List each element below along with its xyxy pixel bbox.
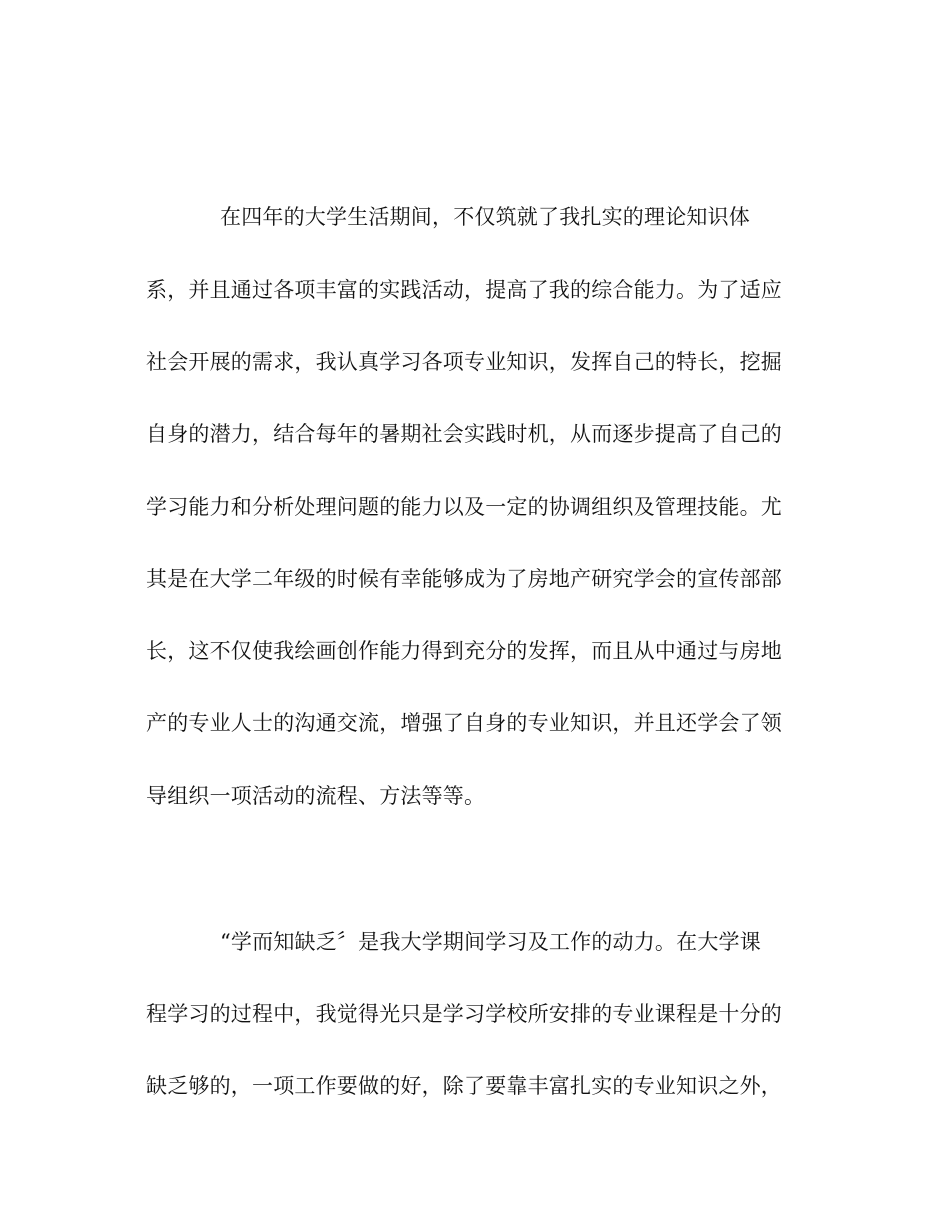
text-line: 导组织一项活动的流程、方法等等。 <box>146 784 486 808</box>
text-line: 学习能力和分析处理问题的能力以及一定的协调组织及管理技能。尤 <box>146 495 782 519</box>
text-line: 程学习的过程中，我觉得光只是学习学校所安排的专业课程是十分的 <box>146 1002 782 1026</box>
text-line: 其是在大学二年级的时候有幸能够成为了房地产研究学会的宣传部部 <box>146 567 782 591</box>
text-line: 长，这不仅使我绘画创作能力得到充分的发挥，而且从中通过与房地 <box>146 639 782 663</box>
text-line: 社会开展的需求，我认真学习各项专业知识，发挥自己的特长，挖掘 <box>146 350 782 374</box>
text-line: 系，并且通过各项丰富的实践活动，提高了我的综合能力。为了适应 <box>146 278 782 302</box>
text-line: 缺乏够的，一项工作要做的好，除了要靠丰富扎实的专业知识之外， <box>146 1074 782 1098</box>
text-line: “学而知缺乏〞是我大学期间学习及工作的动力。在大学课 <box>220 930 761 954</box>
text-line: 在四年的大学生活期间，不仅筑就了我扎实的理论知识体 <box>220 205 750 229</box>
text-line: 自身的潜力，结合每年的暑期社会实践时机，从而逐步提高了自己的 <box>146 422 782 446</box>
text-line: 产的专业人士的沟通交流，增强了自身的专业知识，并且还学会了领 <box>146 711 782 735</box>
